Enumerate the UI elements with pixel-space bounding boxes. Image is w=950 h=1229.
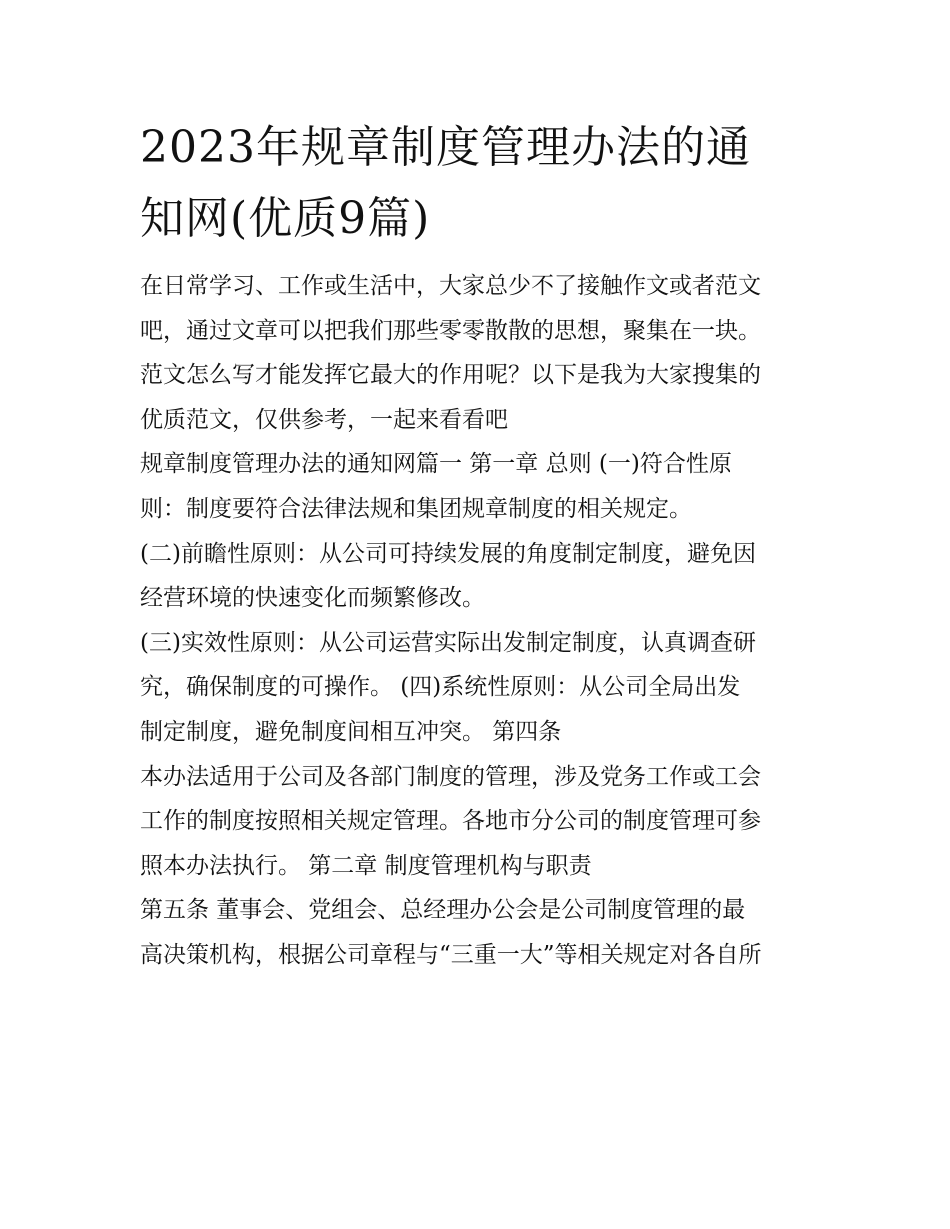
text-line: 制定制度，避免制度间相互冲突。 第四条 <box>140 718 562 745</box>
text-line: 规章制度管理办法的通知网篇一 第一章 总则 (一)符合性原 <box>140 451 732 478</box>
text-line: 照本办法执行。 第二章 制度管理机构与职责 <box>140 852 592 879</box>
text-line: 高决策机构，根据公司章程与“三重一大”等相关规定对各自所 <box>140 941 762 968</box>
text-line: 范文怎么写才能发挥它最大的作用呢？以下是我为大家搜集的 <box>140 362 761 389</box>
text-line: 究，确保制度的可操作。 (四)系统性原则：从公司全局出发 <box>140 674 741 701</box>
text-line: 在日常学习、工作或生活中，大家总少不了接触作文或者范文 <box>140 273 761 299</box>
title-line: 2023年规章制度管理办法的通 <box>140 122 751 173</box>
body-paragraph <box>140 621 820 755</box>
title-line: 知网(优质9篇) <box>140 193 431 244</box>
body-paragraph <box>140 888 820 977</box>
text-line: (三)实效性原则：从公司运营实际出发制定制度，认真调查研 <box>140 629 756 656</box>
intro-paragraph <box>140 264 820 442</box>
body-paragraph <box>140 532 820 621</box>
document-page <box>140 112 820 978</box>
text-line: 工作的制度按照相关规定管理。各地市分公司的制度管理可参 <box>140 808 761 835</box>
text-line: 第五条 董事会、党组会、总经理办公会是公司制度管理的最 <box>140 897 746 924</box>
text-line: 经营环境的快速变化而频繁修改。 <box>140 585 485 612</box>
text-line: (二)前瞻性原则：从公司可持续发展的角度制定制度，避免因 <box>140 540 756 567</box>
body-paragraph <box>140 442 820 531</box>
text-line: 则：制度要符合法律法规和集团规章制度的相关规定。 <box>140 495 692 522</box>
document-title <box>140 112 820 254</box>
text-line: 优质范文，仅供参考，一起来看看吧 <box>140 406 508 433</box>
text-line: 吧，通过文章可以把我们那些零零散散的思想，聚集在一块。 <box>140 317 761 344</box>
text-line: 本办法适用于公司及各部门制度的管理，涉及党务工作或工会 <box>140 763 761 790</box>
body-paragraph <box>140 755 820 889</box>
